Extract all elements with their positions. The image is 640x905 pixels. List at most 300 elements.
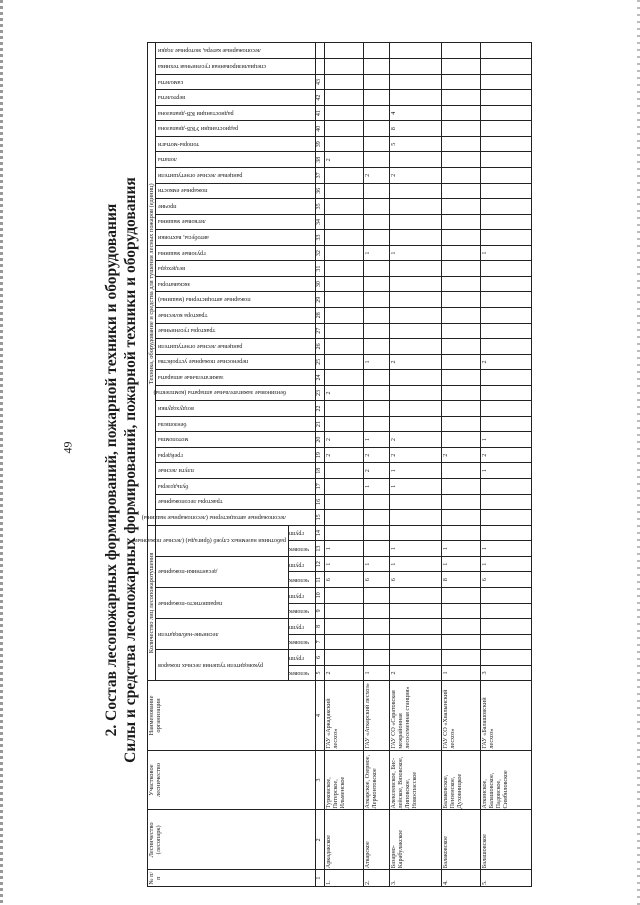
header-equipment-label: радиостанции КВ-диапазона — [158, 109, 234, 117]
header-equipment-label: радиостанции УКВ-диапазона — [158, 125, 239, 133]
row-value — [441, 245, 480, 261]
row-value: 6 — [325, 572, 364, 588]
row-no: 4. — [441, 870, 480, 887]
header-unit-label: человек — [289, 577, 310, 584]
header-no — [148, 870, 316, 887]
header-equipment-label: лесопожарные катера, моторные лодки — [158, 47, 261, 55]
row-value — [325, 401, 364, 417]
row-value — [441, 354, 480, 370]
row-value — [441, 385, 480, 401]
row-value — [480, 121, 531, 137]
column-number: 37 — [316, 168, 325, 184]
row-value: 2 — [480, 354, 531, 370]
heading-line-1: 2. Состав лесопожарных формирований, пожарной техники и оборудования — [103, 203, 120, 737]
header-equipment-label: тракторы лесопожарные — [158, 498, 223, 506]
row-value: 2 — [390, 168, 441, 184]
header-forestry — [148, 810, 316, 870]
header-equipment-label: автобусы, вахтовки — [158, 234, 209, 242]
row-value — [441, 370, 480, 386]
row-value: 1 — [441, 541, 480, 557]
row-value — [480, 90, 531, 106]
column-number: 6 — [316, 650, 325, 666]
row-value — [441, 478, 480, 494]
header-equipment-label: прочие — [158, 202, 177, 210]
column-number: 19 — [316, 447, 325, 463]
column-number: 12 — [316, 556, 325, 572]
row-value — [325, 121, 364, 137]
row-value — [363, 494, 390, 510]
row-value: 1 — [390, 541, 441, 557]
column-number: 32 — [316, 245, 325, 261]
header-equipment-5 — [156, 447, 316, 463]
header-people-2 — [156, 619, 289, 650]
column-number: 38 — [316, 152, 325, 168]
header-equipment-label: грейдеры — [158, 451, 183, 459]
column-number: 36 — [316, 183, 325, 199]
row-value — [390, 276, 441, 292]
row-value: 2 — [441, 447, 480, 463]
row-value — [441, 603, 480, 619]
row-value — [363, 323, 390, 339]
row-value: 1 — [480, 556, 531, 572]
row-value — [363, 59, 390, 75]
header-equipment-label: переносные пожарные устройства — [158, 358, 249, 366]
header-equipment-31 — [156, 43, 316, 59]
column-number: 27 — [316, 323, 325, 339]
row-district: Аткарское, Озерное, Лермонтовское — [363, 750, 390, 810]
header-equipment-label: ранцевые лесные огнетушители — [158, 171, 243, 179]
row-value — [363, 43, 390, 59]
header-equipment-22 — [156, 183, 316, 199]
column-number: 1 — [316, 870, 325, 887]
row-value — [325, 245, 364, 261]
row-value — [325, 276, 364, 292]
row-value — [441, 339, 480, 355]
column-number: 28 — [316, 307, 325, 323]
header-equipment-label: лесопожарные автоцистерны (лесопожарные машины) — [141, 513, 286, 521]
header-equipment-17 — [156, 261, 316, 277]
row-value — [480, 603, 531, 619]
row-value: 1 — [363, 556, 390, 572]
row-value — [441, 416, 480, 432]
row-value: 2 — [363, 447, 390, 463]
row-value: 1 — [325, 556, 364, 572]
header-people-3 — [156, 587, 289, 618]
header-equipment-label: ранцевые лесные огнетушители — [158, 342, 243, 350]
row-value — [363, 183, 390, 199]
row-value — [480, 416, 531, 432]
row-value — [441, 463, 480, 479]
header-unit — [289, 603, 316, 619]
row-value: 2 — [325, 152, 364, 168]
column-number: 13 — [316, 541, 325, 557]
row-value — [441, 307, 480, 323]
row-value — [325, 463, 364, 479]
row-no: 3. — [390, 870, 441, 887]
row-value: 8 — [390, 121, 441, 137]
row-value — [390, 74, 441, 90]
header-equipment-16 — [156, 276, 316, 292]
header-org-label: Наименование организации — [148, 695, 162, 736]
row-value — [363, 105, 390, 121]
row-value: 2 — [390, 665, 441, 681]
header-unit-label: групп — [289, 561, 304, 568]
row-value — [390, 199, 441, 215]
row-no: 2. — [363, 870, 390, 887]
header-unit — [289, 650, 316, 666]
column-number-empty — [316, 43, 325, 59]
row-value: 2 — [325, 432, 364, 448]
row-value — [441, 121, 480, 137]
header-equipment-label: зажигательные аппараты — [158, 373, 224, 381]
row-org: ГАУ «Аркадакский лесхоз» — [325, 681, 364, 750]
row-value — [480, 510, 531, 526]
header-equipment-label: бензиновые зажигательные аппараты (комплекты) — [153, 389, 286, 397]
header-unit — [289, 556, 316, 572]
header-equipment-6 — [156, 432, 316, 448]
header-people-label: парашютисто-пожарные — [158, 599, 223, 607]
column-number: 5 — [316, 665, 325, 681]
row-value — [390, 619, 441, 635]
column-number: 40 — [316, 121, 325, 137]
row-value: 1 — [390, 556, 441, 572]
header-equipment-7 — [156, 416, 316, 432]
row-value — [325, 59, 364, 75]
header-equipment-label: плуги лесные — [158, 467, 194, 475]
row-value: 1 — [480, 432, 531, 448]
header-equipment-label: легковые машины — [158, 218, 206, 226]
header-equipment-25 — [156, 136, 316, 152]
header-equipment-9 — [153, 385, 316, 401]
header-forestry-label: Лесничество (лесопарк) — [148, 822, 162, 858]
row-org: ГАУ СО «Хвалынский лесхоз» — [441, 681, 480, 750]
column-number: 2 — [316, 810, 325, 870]
row-value — [441, 74, 480, 90]
row-value — [480, 292, 531, 308]
row-value: 2 — [325, 665, 364, 681]
row-org: ГАУ «Балашовский лесхоз» — [480, 681, 531, 750]
row-value: 2 — [325, 447, 364, 463]
row-value — [480, 105, 531, 121]
column-number: 33 — [316, 230, 325, 246]
header-row-numbers — [316, 43, 325, 887]
row-value: 6 — [480, 572, 531, 588]
row-value — [480, 323, 531, 339]
row-value — [363, 276, 390, 292]
row-value — [390, 261, 441, 277]
row-org: ГАУ «Аткарский лесхоз» — [363, 681, 390, 750]
row-value — [325, 43, 364, 59]
row-value — [363, 152, 390, 168]
column-number: 15 — [316, 510, 325, 526]
header-equipment-11 — [156, 354, 316, 370]
forces-table-wrapper — [132, 42, 532, 887]
column-number: 17 — [316, 478, 325, 494]
row-value — [363, 385, 390, 401]
row-value — [480, 525, 531, 541]
row-value — [363, 634, 390, 650]
row-value — [441, 276, 480, 292]
row-value — [480, 650, 531, 666]
column-number: 30 — [316, 276, 325, 292]
row-district: Аткинское, Балашовское, Падовское, Симбиловское — [480, 750, 531, 810]
header-equipment-label: топоры-мотыги — [158, 140, 200, 148]
column-number: 43 — [316, 74, 325, 90]
row-value — [390, 603, 441, 619]
column-number: 41 — [316, 105, 325, 121]
row-value — [363, 292, 390, 308]
header-equipment-3 — [156, 478, 316, 494]
row-value — [363, 525, 390, 541]
row-value: 1 — [441, 665, 480, 681]
row-value — [363, 416, 390, 432]
row-value — [480, 339, 531, 355]
row-value — [325, 416, 364, 432]
row-value: 1 — [363, 245, 390, 261]
column-number: 24 — [316, 370, 325, 386]
header-people-group: Количество лиц лесопожаротушения — [148, 525, 156, 681]
column-number: 3 — [316, 750, 325, 810]
row-value — [325, 199, 364, 215]
row-district: Турковское, Питерское, Ильменское — [325, 750, 364, 810]
header-equipment-label: вездеходы — [158, 265, 185, 273]
row-value — [480, 214, 531, 230]
row-value — [363, 339, 390, 355]
column-number: 18 — [316, 463, 325, 479]
row-value — [363, 90, 390, 106]
row-value — [441, 432, 480, 448]
column-number: 16 — [316, 494, 325, 510]
column-number: 9 — [316, 603, 325, 619]
row-value — [390, 214, 441, 230]
row-value — [363, 136, 390, 152]
row-value — [441, 587, 480, 603]
header-unit-label: человек — [289, 670, 310, 677]
row-value — [363, 214, 390, 230]
header-equipment-2 — [156, 494, 316, 510]
row-value — [363, 541, 390, 557]
row-value — [441, 230, 480, 246]
row-value: 5 — [390, 136, 441, 152]
row-value — [325, 261, 364, 277]
row-value — [390, 183, 441, 199]
table-row — [441, 43, 480, 887]
row-org: ГАУ СО «Саратовская межрайонная лесосеменная станция» — [390, 681, 441, 750]
header-equipment-label: бульдозеры — [158, 482, 189, 490]
row-value: 3 — [480, 665, 531, 681]
row-value — [390, 385, 441, 401]
row-value — [441, 261, 480, 277]
row-value — [325, 525, 364, 541]
header-equipment-label: самолеты — [158, 78, 184, 86]
header-equipment-28 — [156, 90, 316, 106]
column-number: 10 — [316, 587, 325, 603]
row-value — [325, 323, 364, 339]
row-forestry: Балаковское — [441, 810, 480, 870]
header-equipment-15 — [156, 292, 316, 308]
page-number: 49 — [60, 441, 75, 454]
header-equipment-14 — [156, 307, 316, 323]
row-value — [390, 650, 441, 666]
row-value: 2 — [363, 168, 390, 184]
row-value — [325, 478, 364, 494]
row-value — [480, 307, 531, 323]
row-value: 1 — [390, 478, 441, 494]
row-value — [363, 230, 390, 246]
header-equipment-18 — [156, 245, 316, 261]
column-number: 20 — [316, 432, 325, 448]
header-unit — [289, 634, 316, 650]
header-equipment-23 — [156, 168, 316, 184]
column-number: 25 — [316, 354, 325, 370]
row-value — [390, 323, 441, 339]
column-number: 22 — [316, 401, 325, 417]
row-value — [480, 385, 531, 401]
column-number: 14 — [316, 525, 325, 541]
row-value — [441, 168, 480, 184]
header-equipment-8 — [156, 401, 316, 417]
header-equipment-label: бензопилы — [158, 420, 187, 428]
header-district — [148, 750, 316, 810]
row-value — [325, 510, 364, 526]
column-number: 35 — [316, 199, 325, 215]
row-value — [441, 619, 480, 635]
row-no: 1. — [325, 870, 364, 887]
header-people-5 — [132, 525, 289, 556]
row-value — [480, 619, 531, 635]
row-value — [325, 105, 364, 121]
header-equipment-26 — [156, 121, 316, 137]
header-equipment-4 — [156, 463, 316, 479]
column-number: 4 — [316, 681, 325, 750]
row-value — [325, 370, 364, 386]
header-people-1 — [156, 650, 289, 681]
row-value — [480, 261, 531, 277]
row-value — [390, 90, 441, 106]
row-value — [480, 230, 531, 246]
column-number: 11 — [316, 572, 325, 588]
row-value — [441, 494, 480, 510]
column-number: 21 — [316, 416, 325, 432]
header-equipment-12 — [156, 339, 316, 355]
heading-line-2: Силы и средства лесопожарных формирований, пожарной техники и оборудования — [122, 177, 139, 763]
row-value — [441, 650, 480, 666]
header-equipment-21 — [156, 199, 316, 215]
row-value — [480, 587, 531, 603]
row-value — [480, 401, 531, 417]
header-equipment-13 — [156, 323, 316, 339]
column-number: 42 — [316, 90, 325, 106]
header-district-label: Участковое лесничество — [148, 763, 162, 797]
row-value — [363, 619, 390, 635]
row-value — [325, 603, 364, 619]
header-equipment-label: экскаваторы — [158, 280, 191, 288]
row-value — [325, 634, 364, 650]
row-value — [480, 276, 531, 292]
header-equipment-30 — [156, 59, 316, 75]
header-people-4 — [156, 556, 289, 587]
row-value: 1 — [441, 556, 480, 572]
row-forestry: Балашовское — [480, 810, 531, 870]
header-unit-label: человек — [289, 639, 310, 646]
row-value — [441, 90, 480, 106]
row-value: 1 — [390, 245, 441, 261]
row-value — [325, 168, 364, 184]
header-equipment-group: Техника, оборудование и средства для тушения лесных пожаров (единиц) — [148, 43, 156, 526]
row-value: 1 — [363, 432, 390, 448]
row-value: 2 — [325, 385, 364, 401]
row-value — [325, 74, 364, 90]
row-value — [325, 587, 364, 603]
row-district: Алексеевское, Бис-лейское, Вязовское, Липовское, Новоспасское — [390, 750, 441, 810]
row-value — [390, 230, 441, 246]
row-value: 2 — [390, 354, 441, 370]
row-value — [325, 230, 364, 246]
row-value: 1 — [325, 541, 364, 557]
column-number: 8 — [316, 619, 325, 635]
row-value — [363, 587, 390, 603]
row-value — [441, 152, 480, 168]
header-people-label: работники наземных служб (бригады) (лесные пожарные) — [132, 537, 286, 545]
row-value — [325, 90, 364, 106]
row-value — [390, 152, 441, 168]
row-value — [363, 261, 390, 277]
row-value: 1 — [480, 245, 531, 261]
header-equipment-label: вертолеты — [158, 94, 185, 102]
header-people-label: десантники-пожарные — [158, 568, 218, 576]
row-value — [441, 105, 480, 121]
row-value — [441, 199, 480, 215]
row-value — [325, 650, 364, 666]
header-unit — [289, 665, 316, 681]
row-value — [480, 43, 531, 59]
scan-edge-left — [0, 0, 3, 905]
header-unit-label: человек — [289, 608, 310, 615]
row-value: 1 — [390, 463, 441, 479]
header-unit-label: человек — [289, 546, 310, 553]
table-row — [363, 43, 390, 887]
header-unit — [289, 619, 316, 635]
row-forestry: Базарно-Карабулакское — [390, 810, 441, 870]
row-value — [480, 168, 531, 184]
row-value — [441, 510, 480, 526]
header-no-label: № п/п — [148, 871, 162, 885]
row-value — [480, 183, 531, 199]
row-value — [441, 323, 480, 339]
row-value — [325, 494, 364, 510]
row-value: 2 — [480, 447, 531, 463]
row-value: 2 — [390, 447, 441, 463]
table-row — [390, 43, 441, 887]
column-number: 7 — [316, 634, 325, 650]
row-value — [325, 214, 364, 230]
row-value: 6 — [363, 572, 390, 588]
row-value — [325, 292, 364, 308]
column-number: 31 — [316, 261, 325, 277]
header-unit — [289, 525, 316, 541]
row-value: 2 — [363, 463, 390, 479]
row-value: 2 — [390, 432, 441, 448]
row-value — [480, 494, 531, 510]
row-value — [480, 478, 531, 494]
row-value — [441, 136, 480, 152]
row-value — [390, 525, 441, 541]
column-number: 23 — [316, 385, 325, 401]
row-forestry: Аркадакское — [325, 810, 364, 870]
header-equipment-10 — [156, 370, 316, 386]
row-value — [390, 634, 441, 650]
header-equipment-20 — [156, 214, 316, 230]
